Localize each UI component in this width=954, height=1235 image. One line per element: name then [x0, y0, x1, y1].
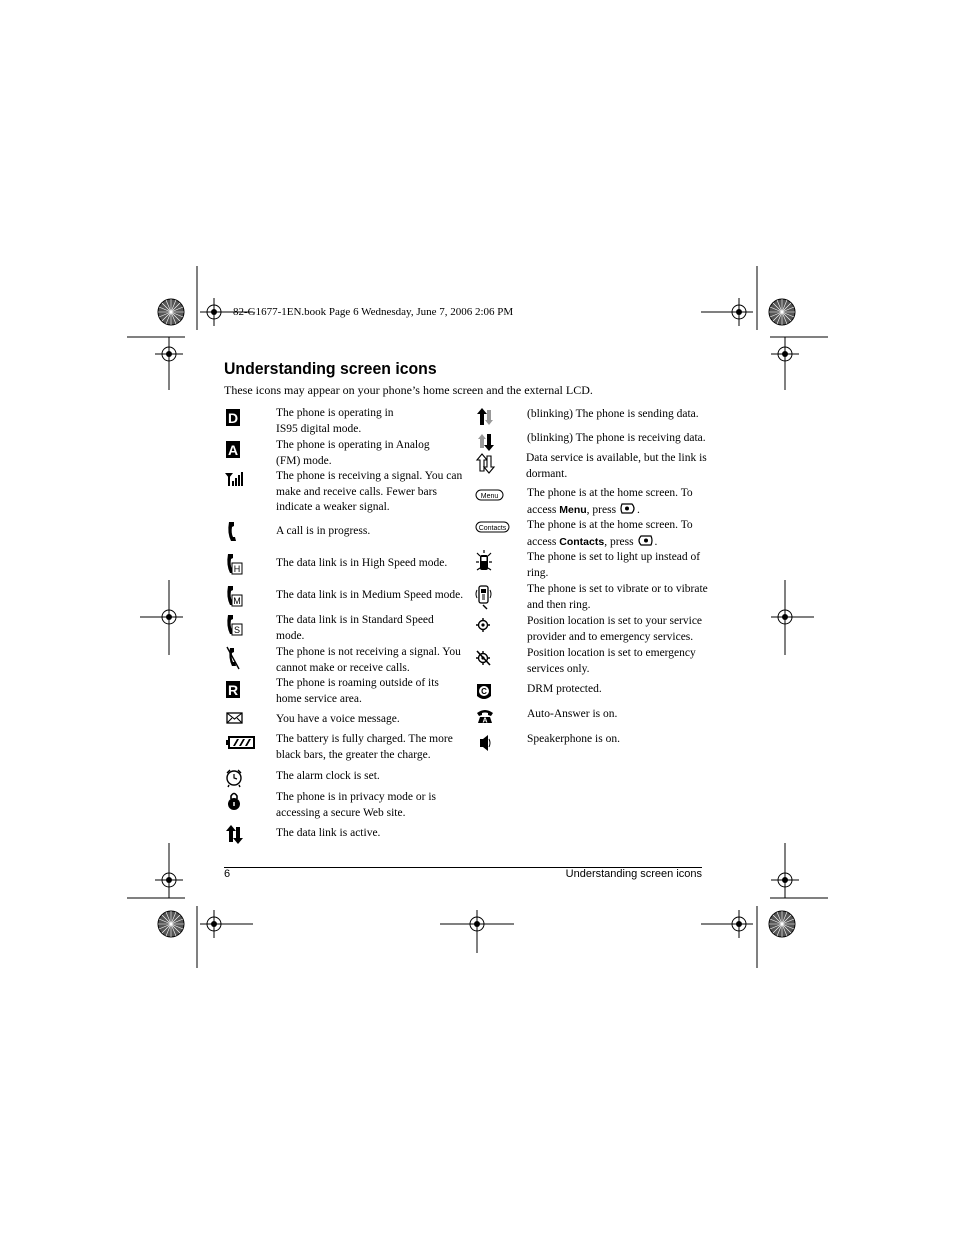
intro-text: These icons may appear on your phone’s home screen and the external LCD.	[224, 383, 593, 397]
svg-text:R: R	[227, 682, 239, 698]
emergency-location-icon	[475, 646, 509, 672]
analog-mode-icon	[224, 438, 258, 464]
svg-text:A: A	[482, 717, 488, 725]
no-signal-icon	[224, 645, 258, 671]
svg-text:Menu: Menu	[480, 493, 499, 500]
svg-text:C: C	[481, 687, 487, 696]
speakerphone-icon	[475, 732, 509, 758]
signal-bars-icon	[224, 469, 258, 495]
battery-icon	[224, 732, 258, 758]
light-up-icon	[475, 550, 509, 576]
data-medium-speed-icon	[224, 584, 258, 610]
vibrate-icon	[475, 582, 509, 608]
svg-text:S: S	[233, 625, 241, 635]
data-standard-speed-icon	[224, 613, 258, 639]
footer-section-title: Understanding screen icons	[565, 868, 702, 880]
data-sending-icon	[475, 407, 509, 433]
svg-text:Contacts: Contacts	[478, 525, 507, 532]
digital-mode-icon	[224, 406, 258, 432]
position-location-icon	[475, 614, 509, 640]
data-active-icon	[224, 824, 258, 850]
right-softkey-icon	[636, 534, 654, 547]
svg-text:M: M	[233, 596, 241, 606]
call-in-progress-icon	[224, 520, 258, 546]
data-high-speed-icon	[224, 552, 258, 578]
contacts-key-label: Contacts	[559, 535, 605, 548]
book-header: 82-G1677-1EN.book Page 6 Wednesday, June 7, 2006 2:06 PM	[233, 306, 514, 318]
page-title: Understanding screen icons	[224, 359, 437, 378]
left-softkey-icon	[619, 502, 637, 515]
auto-answer-icon	[475, 707, 509, 733]
menu-key-label: Menu	[559, 503, 587, 516]
menu-key-icon	[475, 486, 509, 512]
drm-icon	[475, 682, 509, 708]
contacts-key-icon	[475, 518, 509, 544]
data-dormant-icon	[475, 451, 509, 477]
analog-glyph: A	[227, 442, 239, 458]
page-number: 6	[224, 868, 231, 880]
svg-text:H: H	[233, 564, 241, 574]
roaming-icon	[224, 676, 258, 702]
lock-icon	[224, 790, 258, 816]
digital-glyph: D	[227, 410, 239, 426]
